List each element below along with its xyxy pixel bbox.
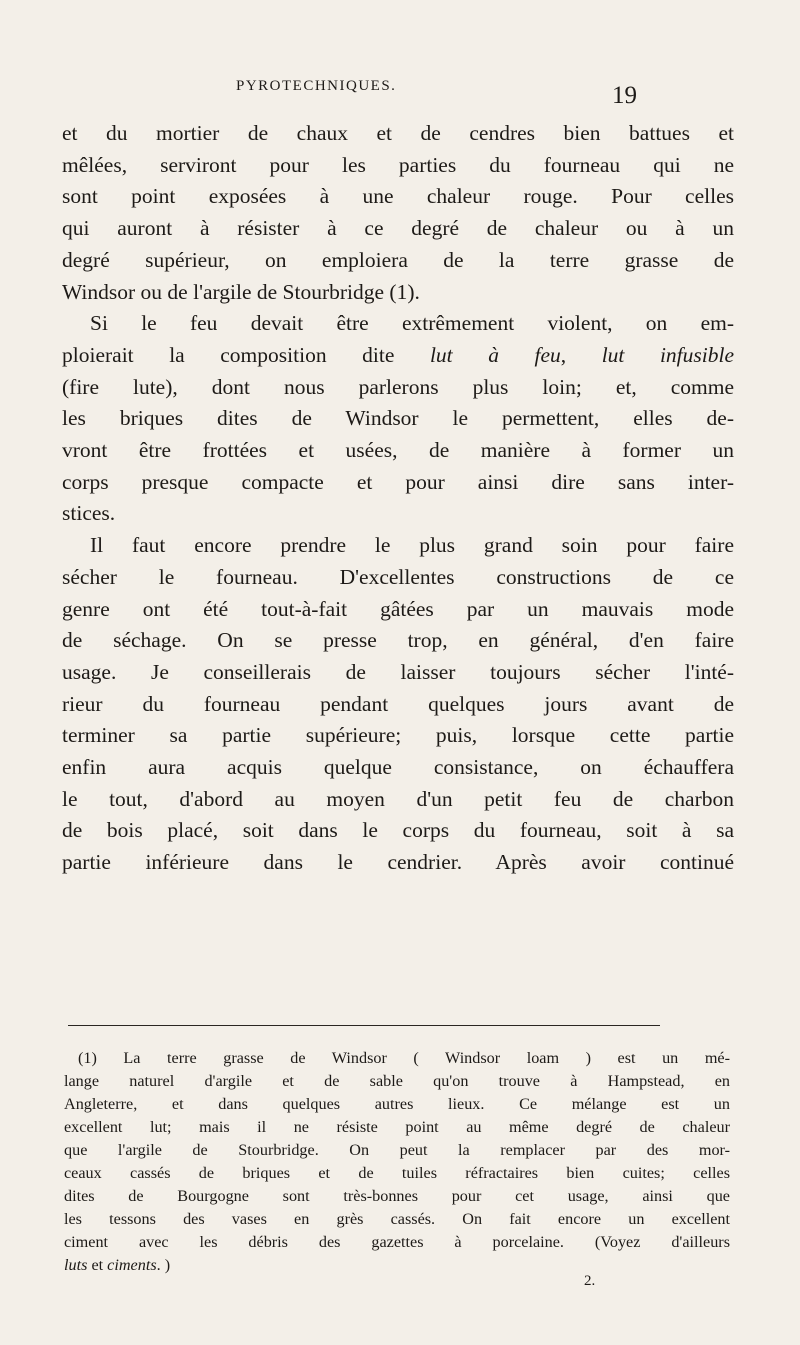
footnote [64,1047,730,1277]
text-line: sécher le fourneau. D'excellentes constructions de ce [62,564,734,589]
footnote-line: ceaux cassés de briques et de tuiles réfractaires bien cuites; celles [64,1164,730,1182]
text-line: et du mortier de chaux et de cendres bien battues et [62,121,734,145]
footnote-line: dites de Bourgogne sont très-bonnes pour cet usage, ainsi que [64,1187,730,1205]
footnote-line: lange naturel d'argile et de sable qu'on trouve à Hampstead, en [64,1072,730,1090]
text-line: mêlées, serviront pour les parties du fourneau qui ne [62,152,734,177]
text-line: Windsor ou de l'argile de Stourbridge (1). [62,279,420,304]
footnote-separator-rule [68,1025,660,1026]
text-line: Si le feu devait être extrêmement violent, on em- [90,311,734,336]
text-line-mixed [62,340,734,372]
text-segment: ploierait la composition dite [62,342,395,367]
italic-term-ciments: ciments [107,1256,157,1274]
footnote-line: excellent lut; mais il ne résiste point au même degré de chaleur [64,1118,730,1136]
italic-term-lut-infusible: lut infusible [601,342,735,367]
text-line: Il faut encore prendre le plus grand soin pour faire [90,533,734,558]
footnote-line: que l'argile de Stourbridge. On peut la remplacer par des mor- [64,1141,730,1159]
text-line: sont point exposées à une chaleur rouge. Pour celles [62,184,734,209]
text-line: (fire lute), dont nous parlerons plus loin; et, comme [62,374,734,399]
signature-mark: 2. [584,1273,596,1289]
text-line: vront être frottées et usées, de manière à former un [62,438,734,463]
text-line: corps presque compacte et pour ainsi dire sans inter- [62,469,734,494]
text-line: le tout, d'abord au moyen d'un petit feu de charbon [62,786,734,811]
text-segment: et [87,1256,108,1274]
text-separator: , [560,342,602,367]
text-line: les briques dites de Windsor le permettent, elles de- [62,406,734,431]
page-number: 19 [612,82,637,109]
text-line: genre ont été tout-à-fait gâtées par un mauvais mode [62,596,734,621]
italic-term-lut-a-feu: lut à feu [429,342,561,367]
text-line: stices. [62,501,116,526]
footnote-line: ciment avec les débris des gazettes à porcelaine. (Voyez d'ailleurs [64,1233,730,1251]
text-line: partie inférieure dans le cendrier. Après avoir continué [62,850,734,875]
italic-term-luts: luts [64,1256,88,1274]
footnote-line-mixed [64,1254,730,1277]
text-segment: . ) [156,1256,171,1274]
text-line: de séchage. On se presse trop, en général, d'en faire [62,628,734,653]
running-title: PYROTECHNIQUES. [236,78,397,94]
text-line: qui auront à résister à ce degré de chaleur ou à un [62,216,734,241]
footnote-line: (1) La terre grasse de Windsor ( Windsor loam ) est un mé- [78,1049,730,1067]
text-line: enfin aura acquis quelque consistance, on échauffera [62,755,734,780]
text-line: de bois placé, soit dans le corps du fourneau, soit à sa [62,818,734,843]
footnote-line: Angleterre, et dans quelques autres lieux. Ce mélange est un [64,1095,730,1113]
text-line: rieur du fourneau pendant quelques jours avant de [62,691,734,716]
text-line: degré supérieur, on emploiera de la terre grasse de [62,247,734,272]
main-text [62,118,734,879]
footnote-line: les tessons des vases en grès cassés. On fait encore un excellent [64,1210,730,1228]
text-line: usage. Je conseillerais de laisser toujours sécher l'inté- [62,659,734,684]
text-line: terminer sa partie supérieure; puis, lorsque cette partie [62,723,734,748]
